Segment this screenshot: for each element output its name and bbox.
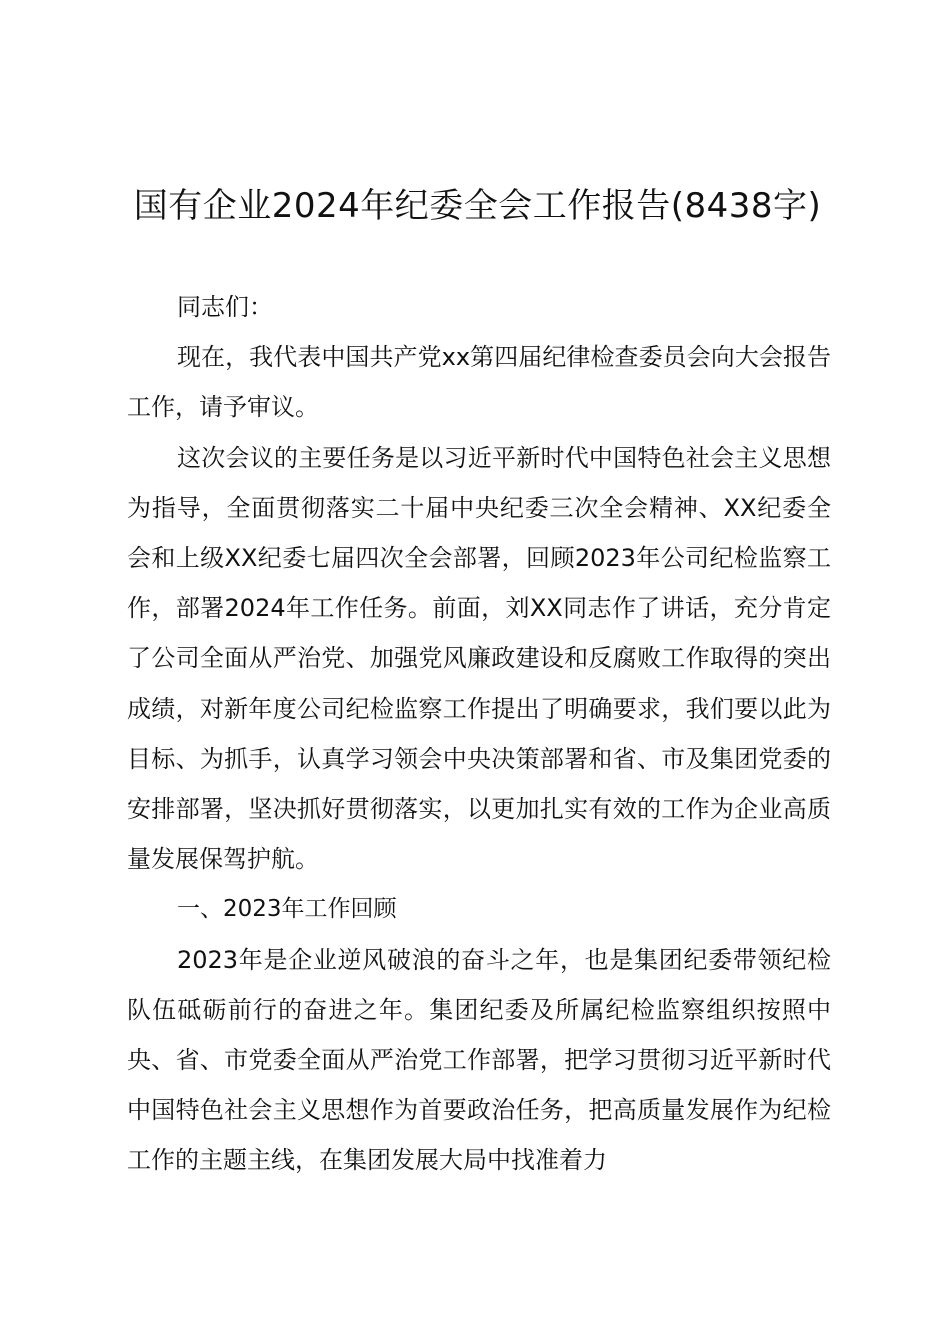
salutation-paragraph: 同志们： [177, 293, 273, 321]
document-title: 国有企业2024年纪委全会工作报告(8438字) [133, 186, 822, 226]
review-paragraph: 2023年是企业逆风破浪的奋斗之年，也是集团纪委带领纪检队伍砥砺前行的奋进之年。集团纪委及所属纪检监察组织按照中央、省、市党委全面从严治党工作部署，把学习贯彻习近平新时代中国特色社会主义思想作为首要政治任务，把高质量发展作为纪检工作的主题主线，在集团发展大局中找准着力 [127, 945, 831, 1175]
document-body [127, 282, 831, 1186]
meeting-task-paragraph: 这次会议的主要任务是以习近平新时代中国特色社会主义思想为指导，全面贯彻落实二十届中央纪委三次全会精神、XX纪委全会和上级XX纪委七届四次全会部署，回顾2023年公司纪检监察工作，部署2024年工作任务。前面，刘XX同志作了讲话，充分肯定了公司全面从严治党、加强党风廉政建设和反腐败工作取得的突出成绩，对新年度公司纪检监察工作提出了明确要求，我们要以此为目标、为抓手，认真学习领会中央决策部署和省、市及集团党委的安排部署，坚决抓好贯彻落实，以更加扎实有效的工作为企业高质量发展保驾护航。 [127, 443, 831, 874]
section-heading: 一、2023年工作回顾 [177, 896, 397, 923]
opening-paragraph: 现在，我代表中国共产党xx第四届纪律检查委员会向大会报告工作，请予审议。 [127, 343, 831, 422]
